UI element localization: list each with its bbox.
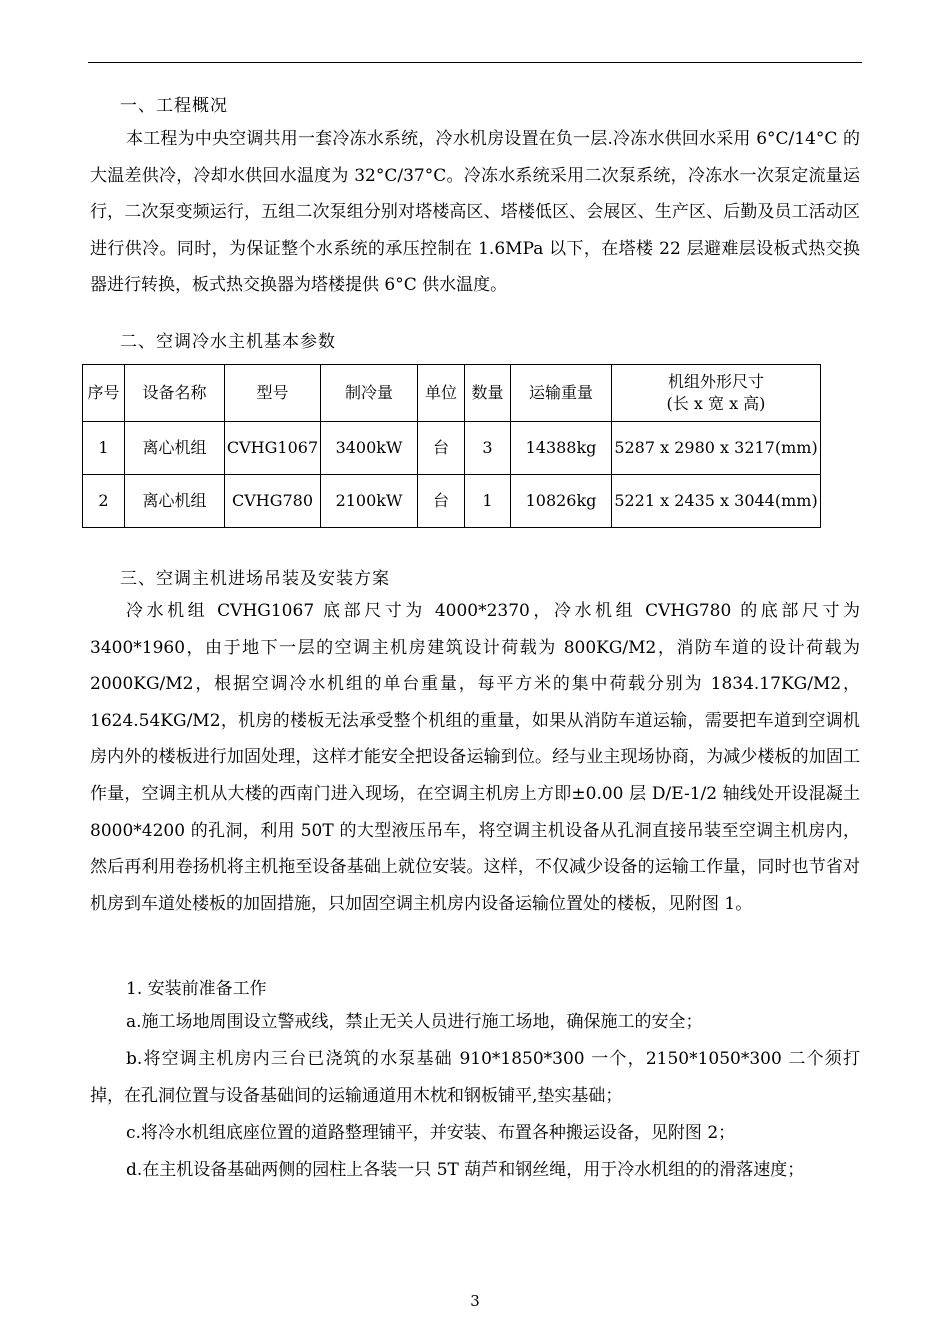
header-cell: 运输重量 (511, 365, 612, 422)
table-cell: 10826kg (511, 475, 612, 528)
header-cell: 序号 (83, 365, 125, 422)
table-cell: 5221 x 2435 x 3044(mm) (612, 475, 821, 528)
header-cell-dimensions (612, 365, 821, 422)
header-rule (88, 62, 862, 63)
page-number: 3 (470, 1292, 480, 1310)
header-cell: 数量 (465, 365, 511, 422)
table-row (83, 475, 821, 528)
header-cell: 制冷量 (321, 365, 418, 422)
table-cell: 3400kW (321, 422, 418, 475)
table-cell: 2 (83, 475, 125, 528)
section3-body: 冷水机组 CVHG1067 底部尺寸为 4000*2370，冷水机组 CVHG780 的底部尺寸为 3400*1960，由于地下一层的空调主机房建筑设计荷载为 800KG/M2，消防车道的设计荷载为 2000KG/M2，根据空调冷水机组的单台重量，每平方米的集中荷载分别为 1834.17KG/M2，1624.54KG/M2，机房的楼板无法承受整个机组的重量，如果从消防车道运输，需要把车道到空调机房内外的楼板进行加固处理，这样才能安全把设备运输到位。经与业主现场协商，为减少楼板的加固工作量，空调主机从大楼的西南门进入现场，在空调主机房上方即±0.00 层 D/E-1/2 轴线处开设混凝土 8000*4200 的孔洞，利用 50T 的大型液压吊车，将空调主机设备从孔洞直接吊装至空调主机房内，然后再利用卷扬机将主机拖至设备基础上就位安装。这样，不仅减少设备的运输工作量，同时也节省对机房到车道处楼板的加固措施，只加固空调主机房内设备运输位置处的楼板，见附图 1。 (90, 601, 860, 914)
table-cell: 5287 x 2980 x 3217(mm) (612, 422, 821, 475)
table-cell: 台 (418, 475, 465, 528)
header-dimensions-title: 机组外形尺寸 (667, 372, 764, 391)
header-dimensions-units: (长 x 宽 x 高) (666, 394, 766, 413)
table-cell: CVHG780 (225, 475, 321, 528)
item-b: b.将空调主机房内三台已浇筑的水泵基础 910*1850*300 一个，2150*1050*300 二个须打掉，在孔洞位置与设备基础间的运输通道用木枕和钢板铺平,垫实基础； (90, 1049, 860, 1106)
table-cell: 3 (465, 422, 511, 475)
item-d: d.在主机设备基础两侧的园柱上各装一只 5T 葫芦和钢丝绳，用于冷水机组的的滑落速度； (126, 1160, 805, 1180)
header-cell: 设备名称 (125, 365, 225, 422)
table-header-row (83, 365, 821, 422)
table-cell: CVHG1067 (225, 422, 321, 475)
item-c: c.将冷水机组底座位置的道路整理铺平，并安装、布置各种搬运设备，见附图 2； (126, 1123, 736, 1143)
table-cell: 2100kW (321, 475, 418, 528)
table-cell: 1 (83, 422, 125, 475)
table-cell: 14388kg (511, 422, 612, 475)
item-a: a.施工场地周围设立警戒线，禁止无关人员进行施工场地，确保施工的安全； (126, 1012, 703, 1032)
table-cell: 离心机组 (125, 422, 225, 475)
table-cell: 1 (465, 475, 511, 528)
section1-title: 一、工程概况 (120, 96, 228, 116)
section3-title: 三、空调主机进场吊装及安装方案 (120, 569, 390, 589)
section2-title: 二、空调冷水主机基本参数 (120, 332, 336, 352)
header-cell: 单位 (418, 365, 465, 422)
spec-table (82, 364, 821, 528)
table-cell: 离心机组 (125, 475, 225, 528)
table-cell: 台 (418, 422, 465, 475)
section1-body: 本工程为中央空调共用一套冷冻水系统，冷水机房设置在负一层.冷冻水供回水采用 6°C/14°C 的大温差供冷，冷却水供回水温度为 32°C/37°C。冷冻水系统采用二次泵系统，冷冻水一次泵定流量运行，二次泵变频运行，五组二次泵组分别对塔楼高区、塔楼低区、会展区、生产区、后勤及员工活动区进行供冷。同时，为保证整个水系统的承压控制在 1.6MPa 以下，在塔楼 22 层避难层设板式热交换器进行转换，板式热交换器为塔楼提供 6°C 供水温度。 (90, 129, 860, 296)
header-cell: 型号 (225, 365, 321, 422)
subsection-title: 1. 安装前准备工作 (126, 979, 267, 999)
table-row (83, 422, 821, 475)
